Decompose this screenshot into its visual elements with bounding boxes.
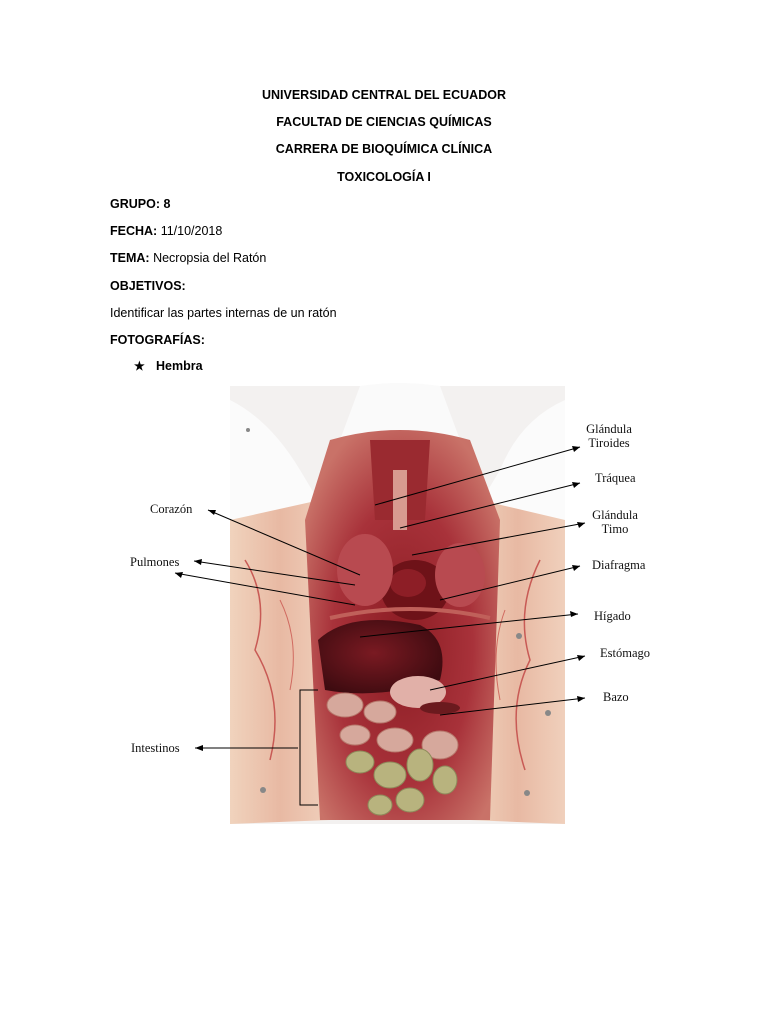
fecha-label: FECHA: <box>110 224 158 238</box>
label-glandula-timo: Glándula Timo <box>592 508 638 536</box>
label-estomago: Estómago <box>600 646 650 660</box>
course-title: TOXICOLOGÍA I <box>337 170 431 184</box>
label-diafragma: Diafragma <box>592 558 646 572</box>
fotografias-heading: FOTOGRAFÍAS: <box>110 333 205 347</box>
grupo-label: GRUPO: <box>110 197 160 211</box>
tema-label: TEMA: <box>110 251 150 265</box>
label-higado: Hígado <box>594 609 631 623</box>
tema-value: Necropsia del Ratón <box>153 251 267 265</box>
label-glandula-tiroides: Glándula Tiroides <box>586 422 632 450</box>
bullet-text: Hembra <box>156 359 203 373</box>
faculty-title: FACULTAD DE CIENCIAS QUÍMICAS <box>276 115 492 129</box>
label-intestinos: Intestinos <box>131 741 180 755</box>
career-title: CARRERA DE BIOQUÍMICA CLÍNICA <box>275 142 493 156</box>
objetivos-heading: OBJETIVOS: <box>110 279 186 293</box>
objetivo-text: Identificar las partes internas de un ratón <box>110 306 337 320</box>
university-title: UNIVERSIDAD CENTRAL DEL ECUADOR <box>261 88 506 102</box>
grupo-value: 8 <box>163 197 171 211</box>
star-icon: ★ <box>134 359 145 373</box>
label-pulmones: Pulmones <box>130 555 180 569</box>
label-bazo: Bazo <box>603 690 629 704</box>
fecha-value: 11/10/2018 <box>160 224 223 238</box>
label-traquea: Tráquea <box>595 471 636 485</box>
label-corazon: Corazón <box>150 502 193 516</box>
